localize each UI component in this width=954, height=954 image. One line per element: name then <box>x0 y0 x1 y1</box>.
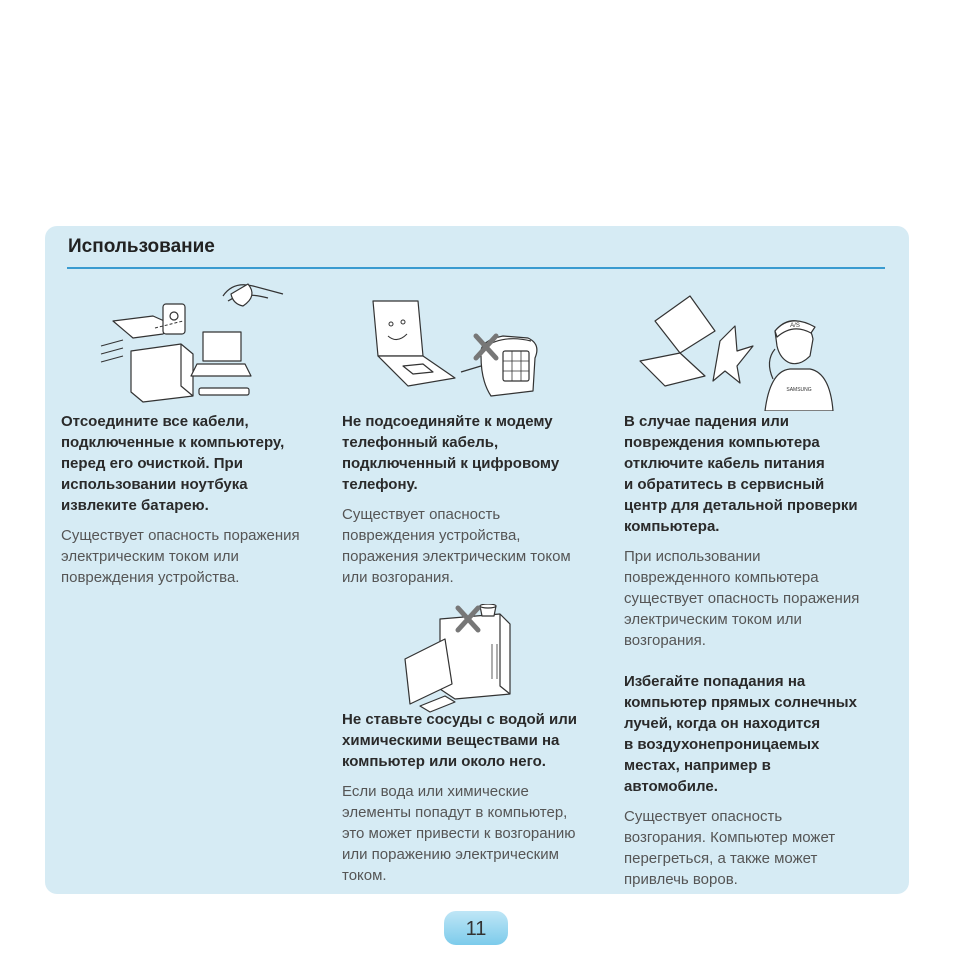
heading-sunlight: Избегайте попадания на компьютер прямых солнечных лучей, когда он находится в воздухонепроницаемых местах, например в автомобиле. <box>624 673 857 795</box>
text-block-sunlight <box>624 671 894 890</box>
unplug-cables-illustration <box>93 276 293 406</box>
body-drop: При использовании поврежденного компьютера существует опасность поражения электрическим током или возгорания. <box>624 548 860 649</box>
liquid-on-computer-illustration <box>400 604 530 714</box>
page-number: 11 <box>444 911 508 945</box>
body-liquid: Если вода или химические элементы попадут в компьютер, это может привести к возгоранию или поражению электрическим током. <box>342 783 576 884</box>
heading-drop: В случае падения или повреждения компьютера отключите кабель питания и обратитесь в сервисный центр для детальной проверки компьютера. <box>624 413 858 535</box>
usage-panel <box>45 226 909 894</box>
body-modem: Существует опасность повреждения устройства, поражения электрическим током или возгорания. <box>342 506 571 586</box>
text-block-unplug <box>61 411 331 588</box>
section-title: Использование <box>68 236 215 257</box>
text-block-liquid <box>342 709 612 886</box>
body-sunlight: Существует опасность возгорания. Компьютер может перегреться, а также может привлечь воров. <box>624 808 836 888</box>
heading-liquid: Не ставьте сосуды с водой или химическими веществами на компьютер или около него. <box>342 711 578 770</box>
technician-shirt-text: SAMSUNG <box>786 387 812 393</box>
heading-modem: Не подсоединяйте к модему телефонный кабель, подключенный к цифровому телефону. <box>342 413 560 493</box>
technician-cap-text: A/S <box>790 323 800 329</box>
heading-unplug: Отсоедините все кабели, подключенные к компьютеру, перед его очисткой. При использовании ноутбука извлеките батарею. <box>61 413 285 514</box>
text-block-modem <box>342 411 612 588</box>
text-block-drop <box>624 411 894 651</box>
title-divider <box>67 267 885 269</box>
dropped-laptop-service-illustration <box>625 291 865 411</box>
body-unplug: Существует опасность поражения электрическим током или повреждения устройства. <box>61 527 300 586</box>
modem-phone-illustration <box>363 296 553 411</box>
